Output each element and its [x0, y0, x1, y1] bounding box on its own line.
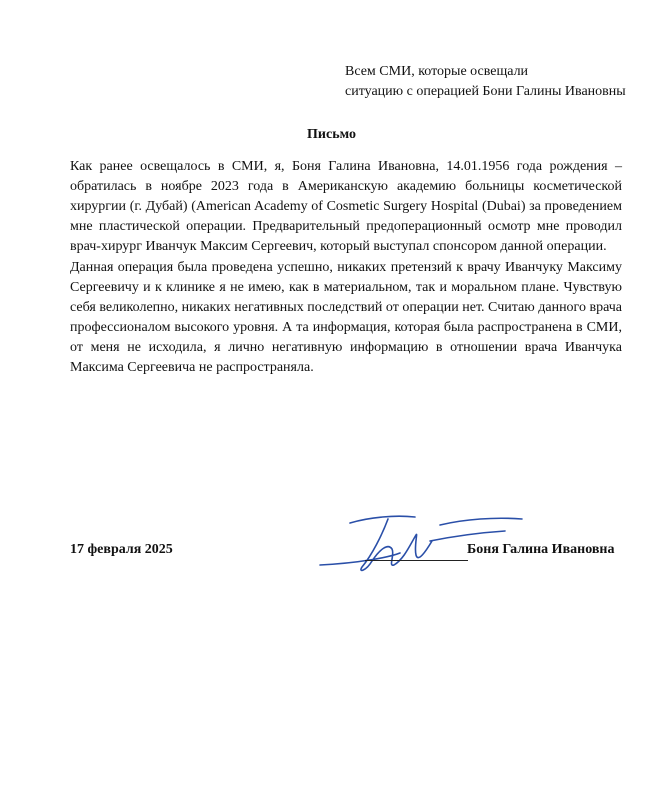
addressee-line-1: Всем СМИ, которые освещали [345, 64, 529, 79]
addressee-line-2: ситуацию с операцией Бони Галины Ивановны [345, 84, 626, 99]
paragraph-2: Данная операция была проведена успешно, никаких претензий к врачу Иванчуку Максиму Сергеевичу и к клинике я не имею, как в материальном, так и моральном плане. Чувствую себя великолепно, никаких негативных последствий от операции нет. Считаю данного врача профессионалом высокого уровня. А та информация, которая была распространена в СМИ, от меня не исходила, я лично негативную информацию в отношении врача Иванчука Максима Сергеевича не распространяла. [70, 260, 622, 375]
paragraph-1: Как ранее освещалось в СМИ, я, Боня Галина Ивановна, 14.01.1956 года рождения – обратилась в ноябре 2023 года в Американскую академию больницы косметической хирургии (г. Дубай) (American Academy of Cosmetic Surgery Hospital (Dubai) за проведением мне пластической операции. Предварительный предоперационный осмотр мне проводил врач-хирург Иванчук Максим Сергеевич, который выступал спонсором данной операции. [70, 159, 622, 254]
addressee-block [345, 62, 626, 102]
letter-date: 17 февраля 2025 [70, 542, 173, 557]
letter-title: Письмо [307, 127, 356, 142]
signature-line [365, 560, 468, 561]
signer-name: Боня Галина Ивановна [467, 542, 615, 557]
